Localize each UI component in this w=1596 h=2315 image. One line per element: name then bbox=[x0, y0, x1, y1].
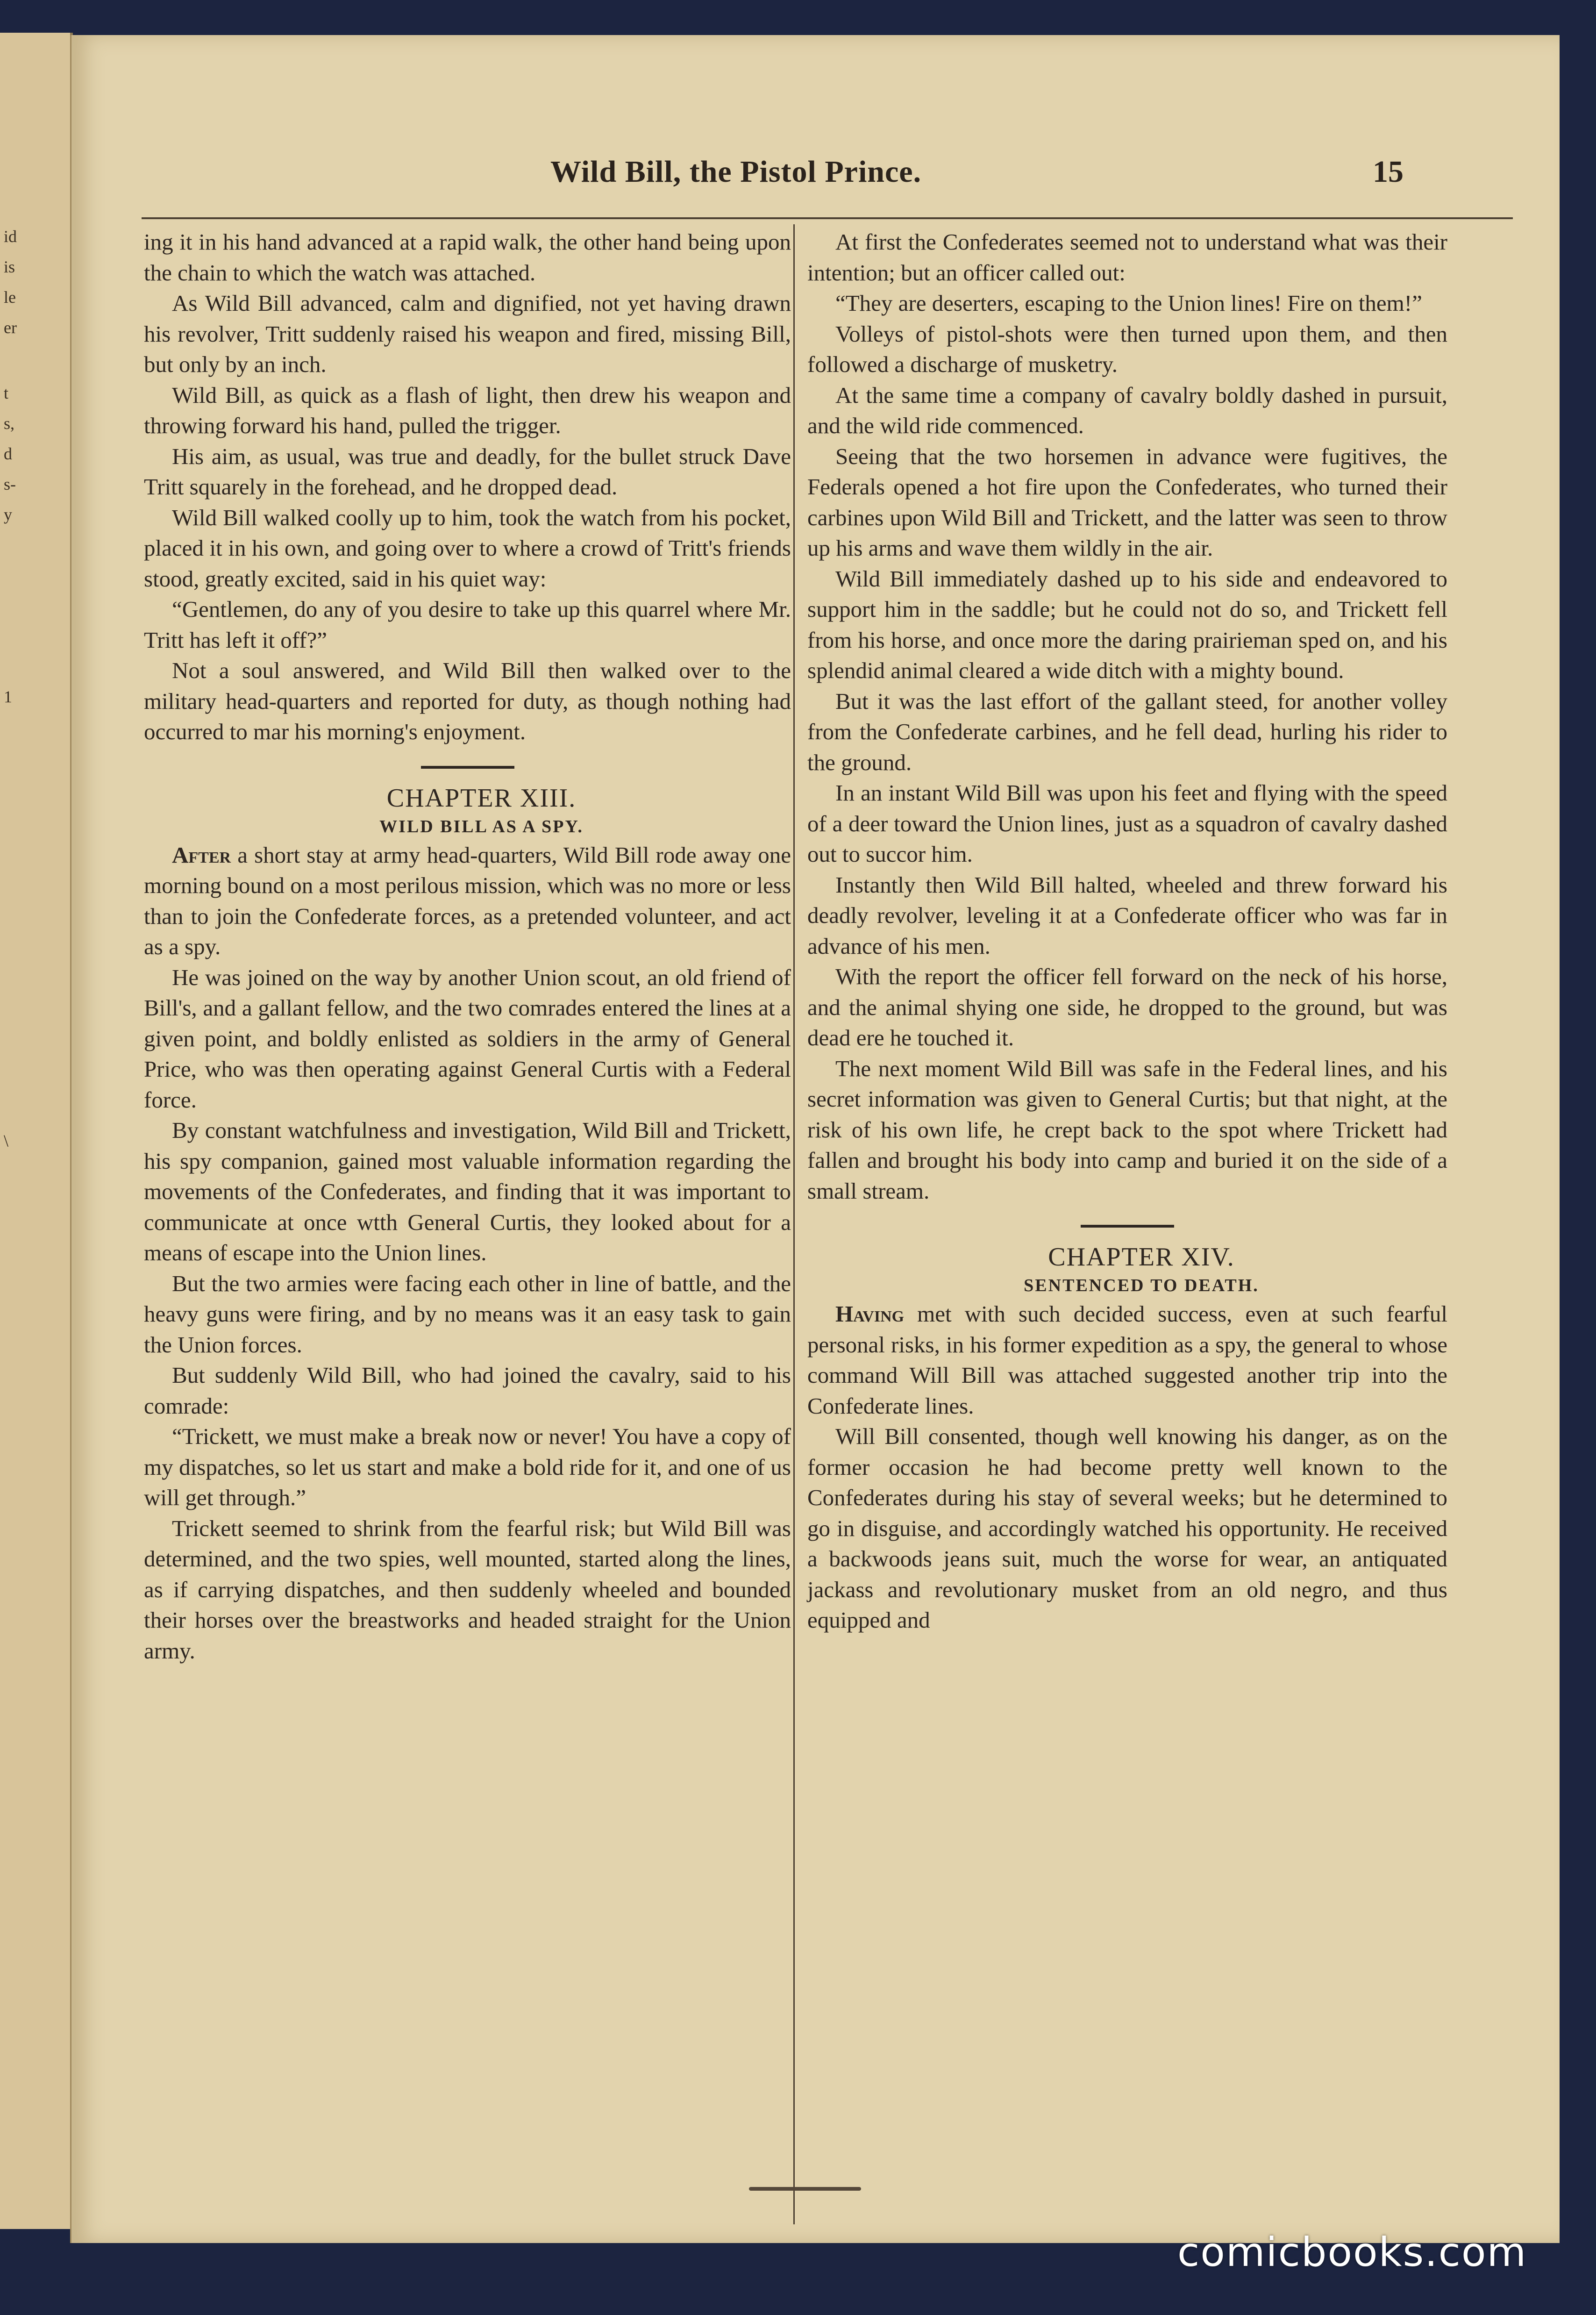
paragraph: Volleys of pistol-shots were then turned upon them, and then followed a discharge of musketry. bbox=[807, 321, 1447, 377]
paragraph: “Trickett, we must make a break now or never! You have a copy of my dispatches, so let us start and make a bold ride for it, and one of us will get through.” bbox=[144, 1423, 791, 1510]
paragraph: Trickett seemed to shrink from the fearful risk; but Wild Bill was determined, and the two spies, well mounted, started along the lines, as if carrying dispatches, and then suddenly wheeled and bounded their horses over the breastworks and headed straight for the Union army. bbox=[144, 1515, 791, 1664]
margin-fragment: y bbox=[4, 505, 12, 524]
paragraph: Wild Bill, as quick as a flash of light, then drew his weapon and throwing forward his hand, pulled the trigger. bbox=[144, 382, 791, 438]
chapter-heading: CHAPTER XIV. bbox=[1048, 1243, 1235, 1272]
paragraph: “They are deserters, escaping to the Union lines! Fire on them!” bbox=[835, 290, 1422, 316]
paragraph: In an instant Wild Bill was upon his feet and flying with the speed of a deer toward the Union lines, just as a squadron of cavalry dashed out to succor him. bbox=[807, 780, 1447, 867]
margin-fragment: id bbox=[4, 227, 17, 246]
margin-fragment: t bbox=[4, 384, 9, 402]
margin-fragment: 1 bbox=[4, 687, 12, 706]
chapter-subtitle: SENTENCED TO DEATH. bbox=[1024, 1276, 1259, 1295]
paragraph: The next moment Wild Bill was safe in the Federal lines, and his secret information was given to General Curtis; but that night, at the risk of his own life, he crept back to the spot where Trickett had fallen and brought his body into camp and buried it on the side of a small stream. bbox=[807, 1055, 1447, 1204]
margin-fragment: er bbox=[4, 318, 17, 337]
section-separator bbox=[421, 766, 514, 769]
paragraph bbox=[144, 840, 791, 962]
paragraph: ing it in his hand advanced at a rapid walk, the other hand being upon the chain to which the watch was attached. bbox=[144, 229, 791, 286]
chapter-lead-word: Having bbox=[835, 1301, 905, 1327]
page-number: 15 bbox=[1373, 155, 1404, 189]
paragraph: By constant watchfulness and investigation, Wild Bill and Trickett, his spy companion, gained most valuable information regarding the movements of the Confederates, and finding that it was important to communicate at once wtth General Curtis, they looked about for a means of escape into the Union lines. bbox=[144, 1117, 791, 1265]
chapter-heading: CHAPTER XIII. bbox=[386, 783, 577, 813]
site-watermark: comicbooks.com bbox=[1177, 2229, 1527, 2276]
paragraph: Not a soul answered, and Wild Bill then walked over to the military head-quarters and reported for duty, as though nothing had occurred to mar his morning's enjoyment. bbox=[144, 657, 791, 744]
footer-ornament bbox=[749, 2187, 861, 2191]
margin-fragment: s- bbox=[4, 475, 16, 493]
paragraph bbox=[807, 1299, 1447, 1421]
paragraph: Wild Bill walked coolly up to him, took the watch from his pocket, placed it in his own, and going over to where a crowd of Tritt's friends stood, greatly excited, said in his quiet way: bbox=[144, 504, 791, 592]
paragraph: With the report the officer fell forward on the neck of his horse, and the animal shying one side, he dropped to the ground, but was dead ere he touched it. bbox=[807, 964, 1447, 1050]
margin-fragment: is bbox=[4, 257, 15, 276]
chapter-subtitle: WILD BILL AS A SPY. bbox=[379, 816, 584, 836]
paragraph: But the two armies were facing each other in line of battle, and the heavy guns were firing, and by no means was it an easy task to gain the Union forces. bbox=[144, 1270, 791, 1358]
right-column bbox=[807, 227, 1447, 1636]
paragraph: His aim, as usual, was true and deadly, for the bullet struck Dave Tritt squarely in the forehead, and he dropped dead. bbox=[144, 443, 791, 500]
paragraph: As Wild Bill advanced, calm and dignified, not yet having drawn his revolver, Tritt suddenly raised his weapon and fired, missing Bill, but only by an inch. bbox=[144, 290, 791, 377]
running-title: Wild Bill, the Pistol Prince. bbox=[550, 155, 922, 189]
margin-fragment: d bbox=[4, 444, 12, 463]
paragraph: Seeing that the two horsemen in advance were fugitives, the Federals opened a hot fire upon the Confederates, who turned their carbines upon Wild Bill and Trickett, and the latter was seen to throw up his arms and wave them wildly in the air. bbox=[807, 443, 1447, 561]
chapter-lead-text: a short stay at army head-quarters, Wild Bill rode away one morning bound on a most perilous mission, which was no more or less than to join the Confederate forces, as a pretended volunteer, and act as a spy. bbox=[144, 842, 791, 959]
adjacent-page-edge bbox=[0, 33, 73, 2229]
margin-fragment: \ bbox=[4, 1131, 9, 1150]
left-column bbox=[144, 227, 791, 1666]
header-rule bbox=[142, 217, 1513, 219]
chapter-lead-word: After bbox=[172, 842, 231, 868]
chapter-lead-text: met with such decided success, even at such fearful personal risks, in his former expedition as a spy, the general to whose command Will Bill was attached suggested another trip into the Confederate lines. bbox=[807, 1301, 1447, 1419]
paragraph: Wild Bill immediately dashed up to his side and endeavored to support him in the saddle; but he could not do so, and Trickett fell from his horse, and once more the daring prairieman sped on, and his splendid animal cleared a wide ditch with a mighty bound. bbox=[807, 565, 1447, 683]
paragraph: “Gentlemen, do any of you desire to take up this quarrel where Mr. Tritt has left it off?” bbox=[144, 596, 791, 653]
running-header bbox=[71, 154, 1482, 201]
paragraph: He was joined on the way by another Union scout, an old friend of Bill's, and a gallant fellow, and the two comrades entered the lines at a given point, and boldly enlisted as soldiers in the army of General Price, who was then operating against General Curtis with a Federal force. bbox=[144, 964, 791, 1113]
book-page bbox=[70, 35, 1560, 2243]
paragraph: Will Bill consented, though well knowing his danger, as on the former occasion he had become pretty well known to the Confederates during his stay of several weeks; but he determined to go in disguise, and accordingly watched his opportunity. He received a backwoods jeans suit, much the worse for wear, an antiquated jackass and revolutionary musket from an old negro, and thus equipped and bbox=[807, 1423, 1447, 1633]
paragraph: At the same time a company of cavalry boldly dashed in pursuit, and the wild ride commenced. bbox=[807, 382, 1447, 438]
paragraph: At first the Confederates seemed not to understand what was their intention; but an officer called out: bbox=[807, 229, 1447, 286]
margin-fragment: s, bbox=[4, 414, 15, 433]
section-separator bbox=[1081, 1225, 1174, 1228]
margin-fragment: le bbox=[4, 288, 16, 307]
paragraph: But suddenly Wild Bill, who had joined the cavalry, said to his comrade: bbox=[144, 1362, 791, 1419]
paragraph: But it was the last effort of the gallant steed, for another volley from the Confederate carbines, and he fell dead, hurling his rider to the ground. bbox=[807, 688, 1447, 775]
paragraph: Instantly then Wild Bill halted, wheeled and threw forward his deadly revolver, leveling it at a Confederate officer who was far in advance of his men. bbox=[807, 872, 1447, 959]
column-divider bbox=[793, 224, 795, 2224]
